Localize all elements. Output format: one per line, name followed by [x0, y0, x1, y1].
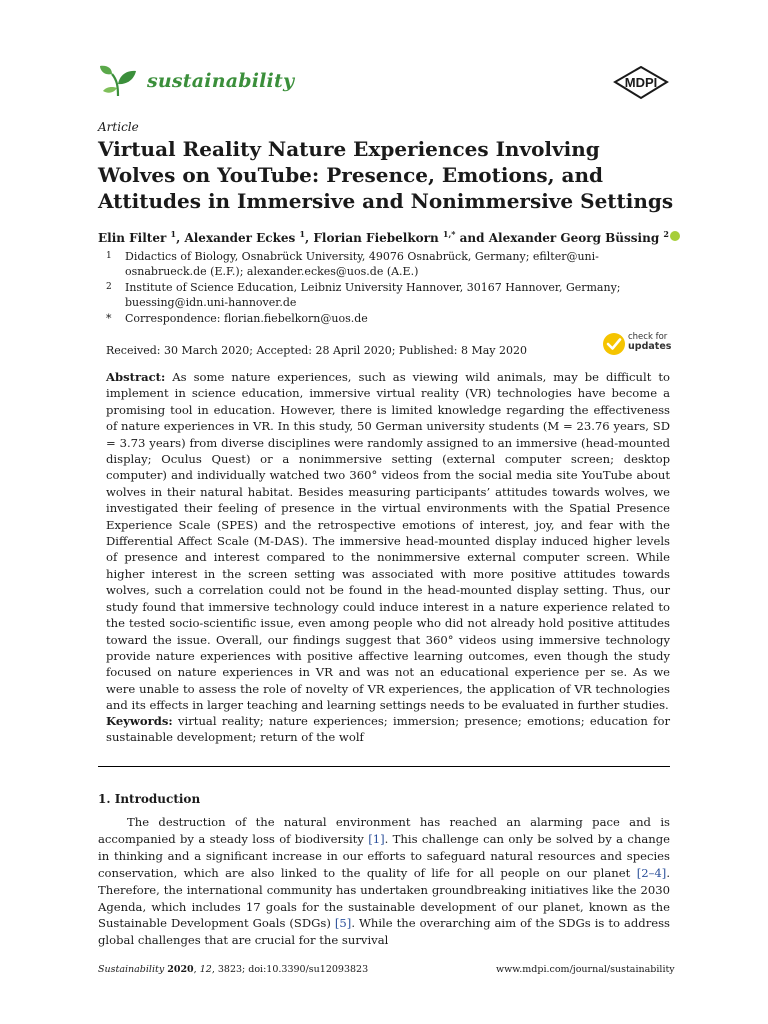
author-list — [98, 229, 680, 245]
affiliation-text: Didactics of Biology, Osnabrück University, 49076 Osnabrück, Germany; efilter@uni-osnabrueck.de (E.F.); alexander.eckes@uos.de (A.E.) — [125, 250, 599, 278]
affiliation-mark: 2 — [106, 282, 112, 292]
abstract-text: As some nature experiences, such as viewing wild animals, may be difficult to implement in science education, immersive virtual reality (VR) technologies have become a promising tool in education. However, there is limited knowledge regarding the effectiveness of nature experiences in VR. In this study, 50 German university students (M = 23.76 years, SD = 3.73 years) from diverse disciplines were randomly assigned to an immersive (head-mounted display; Oculus Quest) or a nonimmersive setting (external computer screen; desktop computer) and individually watched two 360° videos from the social media site YouTube about wolves in their natural habitat. Besides measuring participants’ attitudes towards wolves, we investigated their feeling of presence in the virtual environments with the Spatial Presence Experience Scale (SPES) and the retrospective emotions of interest, joy, and fear with the Differential Affect Scale (M-DAS). The immersive head-mounted display induced higher levels of presence and interest compared to the nonimmersive external computer screen. While higher interest in the screen setting was associated with more positive attitudes towards wolves, such a correlation could not be found in the head-mounted display setting. Thus, our study found that immersive technology could induce interest in a nature experience related to the tested socio-scientific issue, even among people who did not already hold positive attitudes toward the issue. Overall, our findings suggest that 360° videos using immersive technology provide nature experiences with positive affective learning outcomes, even though the study focused on nature experiences in VR and was not an educational experience per se. As we were unable to assess the role of novelty of VR experiences, the application of VR technologies and its effects in larger teaching and learning settings needs to be evaluated in further studies. — [106, 370, 671, 713]
affiliation — [106, 249, 676, 279]
journal-name: sustainability — [147, 70, 295, 92]
author-separator: and — [455, 231, 489, 245]
check-for-updates-line2: updates — [628, 341, 672, 352]
footer-citation: Sustainability 2020, 12, 3823; doi:10.3390/su12093823 — [98, 964, 369, 975]
keywords — [106, 713, 670, 746]
footer-journal: Sustainability — [98, 964, 165, 975]
abstract — [106, 369, 670, 714]
affiliation — [106, 280, 676, 310]
article-type: Article — [98, 120, 139, 134]
check-for-updates-label[interactable] — [628, 333, 671, 352]
paragraph-text: . This challenge can only be solved by a change in thinking and a significant increase in our efforts to safeguard natural resources and species conservation, which are also linked to the quality of life for all people on our planet — [98, 831, 670, 880]
paragraph-text: The destruction of the natural environment has reached an alarming pace and is accompanied by a steady loss of biodiversity — [98, 815, 670, 846]
introduction-paragraph — [98, 814, 670, 949]
correspondence-mark: * — [106, 312, 112, 325]
paragraph-text: . Therefore, the international community has undertaken groundbreaking initiatives like the 2030 Agenda, which includes 17 goals for the sustainable development of our planet, known as the Sustainable Development Goals (SDGs) — [98, 865, 670, 931]
citation-link[interactable]: [2–4] — [636, 865, 667, 880]
section-divider — [98, 766, 670, 767]
check-for-updates-icon[interactable] — [602, 332, 626, 356]
correspondence-text[interactable]: Correspondence: florian.fiebelkorn@uos.de — [125, 312, 368, 325]
affiliation-mark: 1 — [106, 251, 112, 261]
keywords-text: virtual reality; nature experiences; immersion; presence; emotions; education for sustainable development; return of the wolf — [106, 714, 670, 745]
publication-dates: Received: 30 March 2020; Accepted: 28 April 2020; Published: 8 May 2020 — [106, 344, 527, 357]
citation-link[interactable]: [1] — [368, 831, 385, 846]
mdpi-logo-text: MDPI — [624, 75, 658, 90]
author-affil-mark: 2 — [663, 229, 669, 239]
author-affil-mark: 1,* — [442, 229, 456, 239]
keywords-label: Keywords: — [106, 714, 173, 728]
footer-volume: 12 — [199, 964, 212, 975]
footer-url[interactable]: www.mdpi.com/journal/sustainability — [496, 964, 675, 975]
author-separator: , — [176, 231, 185, 245]
mdpi-logo-icon — [613, 66, 669, 100]
author-affil-mark: 1 — [299, 229, 306, 239]
author-separator: , — [305, 231, 314, 245]
author-name[interactable]: Alexander Eckes — [184, 231, 296, 245]
paper-title: Virtual Reality Nature Experiences Involving Wolves on YouTube: Presence, Emotions, and Attitudes in Immersive and Nonimmersive Settings — [98, 137, 674, 213]
footer-doi[interactable]: , 3823; doi:10.3390/su12093823 — [211, 964, 369, 975]
author-name[interactable]: Alexander Georg Büssing — [488, 231, 660, 245]
footer-year: 2020 — [167, 964, 194, 975]
author-affil-mark: 1 — [170, 229, 177, 239]
paragraph-text: . While the overarching aim of the SDGs is to address global challenges that are crucial for the survival — [98, 916, 670, 948]
journal-leaf-logo-icon — [98, 60, 138, 100]
orcid-icon[interactable] — [670, 231, 680, 241]
check-for-updates-line1: check for — [628, 332, 668, 342]
citation-link[interactable]: [5] — [334, 916, 352, 931]
author-name[interactable]: Elin Filter — [98, 231, 167, 245]
affiliation-text: Institute of Science Education, Leibniz University Hannover, 30167 Hannover, Germany; buessing@idn.uni-hannover.de — [125, 281, 621, 309]
author-name[interactable]: Florian Fiebelkorn — [313, 231, 439, 245]
abstract-label: Abstract: — [106, 370, 166, 384]
section-heading: 1. Introduction — [98, 792, 201, 806]
correspondence — [106, 311, 676, 326]
